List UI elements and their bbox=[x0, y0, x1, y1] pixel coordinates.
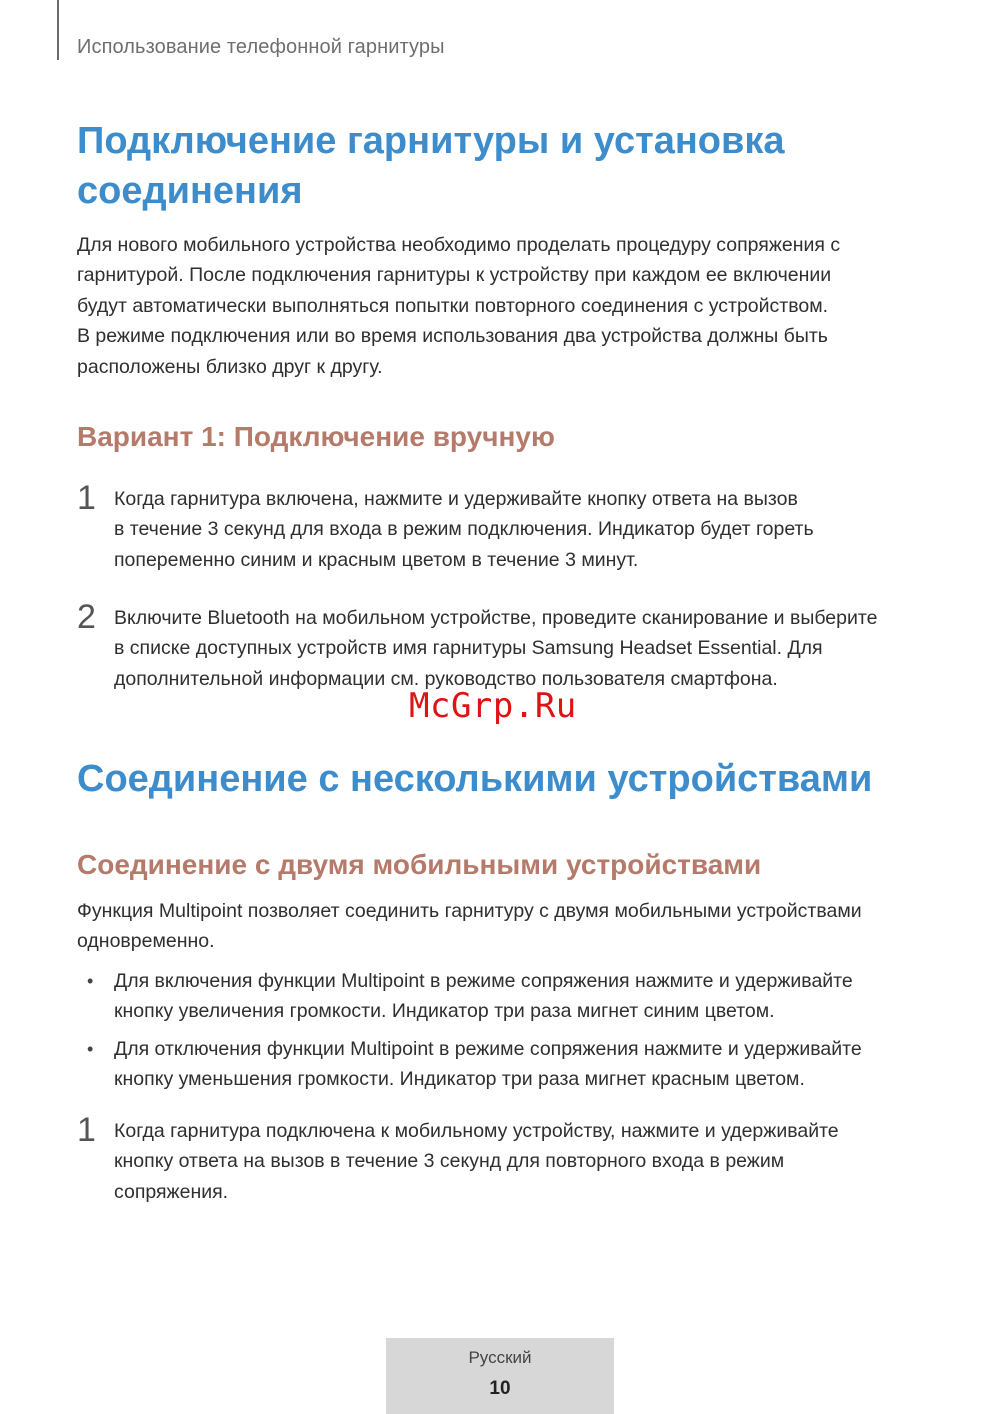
step-text: Когда гарнитура подключена к мобильному устройству, нажмите и удерживайте кнопку ответа на вызов в течение 3 секунд для повторного входа в режим сопряжения. bbox=[114, 1120, 839, 1203]
page-number: 10 bbox=[489, 1378, 511, 1399]
bullet-dot: • bbox=[87, 971, 94, 991]
step-1 bbox=[77, 479, 957, 575]
step-2 bbox=[77, 598, 957, 694]
watermark-text: McGrp.Ru bbox=[409, 686, 577, 726]
section2-subtitle: Соединение с двумя мобильными устройствами bbox=[77, 849, 762, 880]
step-text: Когда гарнитура включена, нажмите и удерживайте кнопку ответа на вызов в течение 3 секунд для входа в режим подключения. Индикатор будет гореть попеременно синим и красным цветом в течение 3 минут. bbox=[114, 488, 814, 571]
variant1-subtitle: Вариант 1: Подключение вручную bbox=[77, 421, 555, 452]
header-rule bbox=[57, 0, 59, 60]
step-text: Включите Bluetooth на мобильном устройстве, проведите сканирование и выберите в списке доступных устройств имя гарнитуры Samsung Headset Essential. Для дополнительной информации см. руководство пользователя смартфона. bbox=[114, 607, 878, 690]
footer-language: Русский bbox=[468, 1348, 532, 1367]
bullet-item: • Для включения функции Multipoint в режиме сопряжения нажмите и удерживайте кнопку увеличения громкости. Индикатор три раза мигнет синим цветом. bbox=[77, 966, 957, 1027]
section2-intro: Функция Multipoint позволяет соединить гарнитуру с двумя мобильными устройствами одновременно. bbox=[77, 900, 862, 953]
section1-title-line2: соединения bbox=[77, 170, 303, 212]
section1-title bbox=[77, 116, 785, 216]
step-number: 1 bbox=[77, 1111, 96, 1149]
running-title: Использование телефонной гарнитуры bbox=[77, 36, 445, 58]
step-number: 2 bbox=[77, 598, 96, 636]
section1-title-line1: Подключение гарнитуры и установка bbox=[77, 120, 785, 162]
section1-intro: Для нового мобильного устройства необходимо проделать процедуру сопряжения с гарнитурой. После подключения гарнитуры к устройству при каждом ее включении будут автоматически выполняться попытки повторного соединения с устройством. В режиме подключения или во время использования два устройства должны быть расположены близко друг к другу. bbox=[77, 234, 841, 378]
section2-title: Соединение с несколькими устройствами bbox=[77, 758, 873, 800]
page-footer bbox=[386, 1338, 614, 1414]
bullet-dot: • bbox=[87, 1039, 94, 1059]
step-number: 1 bbox=[77, 479, 96, 517]
bullet-item: • Для отключения функции Multipoint в режиме сопряжения нажмите и удерживайте кнопку уменьшения громкости. Индикатор три раза мигнет красным цветом. bbox=[77, 1034, 957, 1095]
multipoint-step-1 bbox=[77, 1111, 957, 1207]
